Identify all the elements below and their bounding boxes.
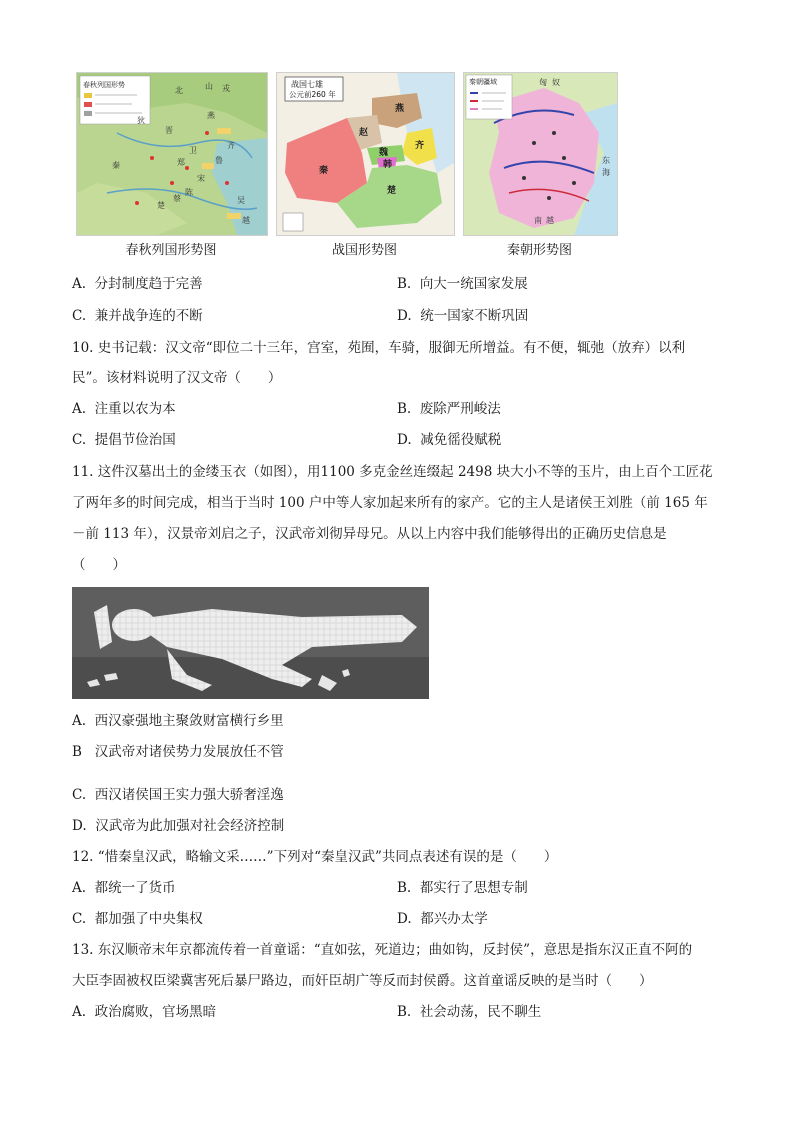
qin-map-title: 秦朝疆域	[469, 78, 497, 86]
q13-stem-line-2: 大臣李固被权臣梁冀害死后暴尸路边，而奸臣胡广等反而封侯爵。这首童谣反映的是当时（ ）	[72, 973, 653, 989]
q9-option-a[interactable]: A. 分封制度趋于完善	[72, 276, 203, 292]
q10-option-d[interactable]: D. 减免徭役赋税	[397, 432, 502, 448]
map-label: 晋	[165, 126, 173, 135]
q11-stem-line-3: －前 113 年），汉景帝刘启之子，汉武帝刘彻异母兄。从以上内容中我们能够得出的正确历史信息是	[72, 526, 667, 542]
q12-option-d[interactable]: D. 都兴办太学	[397, 911, 488, 927]
q12-stem-line-1: 12. “惜秦皇汉武，略输文采……”下列对“秦皇汉武”共同点表述有误的是（ ）	[72, 849, 558, 865]
warring-states-map	[276, 72, 455, 236]
q9-option-c[interactable]: C. 兼并战争连的不断	[72, 308, 203, 324]
map-label: 越	[546, 216, 554, 225]
q11-option-c[interactable]: C. 西汉诸侯国王实力强大骄奢淫逸	[72, 787, 284, 803]
qin-dynasty-map	[463, 72, 618, 236]
spring-autumn-map-caption: 春秋列国形势图	[125, 243, 217, 258]
q12-option-c[interactable]: C. 都加强了中央集权	[72, 911, 203, 927]
map-label: 狄	[137, 116, 145, 125]
q11-option-d[interactable]: D. 汉武帝为此加强对社会经济控制	[72, 818, 285, 834]
map-label: 燕	[395, 104, 405, 114]
map-label: 蔡	[173, 194, 181, 203]
map-label: 戎	[222, 84, 230, 93]
warring-states-map-caption: 战国形势图	[331, 243, 397, 258]
map-label: 越	[242, 216, 250, 225]
map-label: 宋	[197, 174, 205, 183]
map-label: 匈	[539, 78, 547, 87]
map-label: 齐	[415, 141, 425, 151]
q10-option-c[interactable]: C. 提倡节俭治国	[72, 432, 176, 448]
q11-stem-line-1: 11. 这件汉墓出土的金缕玉衣（如图），用1100 多克金丝连缀起 2498 块大小不等的玉片，由上百个工匠花	[72, 464, 713, 480]
qin-dynasty-map-caption: 秦朝形势图	[506, 243, 572, 258]
map-label: 北	[175, 86, 183, 95]
map-label: 吴	[237, 196, 245, 205]
map-label: 卫	[189, 146, 197, 155]
map-label: 郑	[177, 158, 185, 167]
map-label: 秦	[112, 161, 120, 170]
map-label: 东	[602, 156, 610, 165]
warring-states-map-title: 战国七雄	[291, 80, 323, 89]
q10-option-a[interactable]: A. 注重以农为本	[72, 401, 176, 417]
jade-burial-suit-photo	[72, 587, 429, 699]
q11-option-a[interactable]: A. 西汉豪强地主聚敛财富横行乡里	[72, 713, 284, 729]
map-label: 山	[205, 82, 213, 91]
q13-stem-line-1: 13. 东汉顺帝末年京都流传着一首童谣：“直如弦，死道边；曲如钩，反封侯”，意思是指东汉正直不阿的	[72, 942, 693, 958]
q10-stem-line-1: 10. 史书记载：汉文帝“即位二十三年，宫室，苑囿，车骑，服御无所增益。有不便，辄弛（放弃）以利	[72, 340, 686, 356]
warring-states-map-subtitle: 公元前260 年	[289, 90, 336, 99]
map-label: 鲁	[215, 156, 223, 165]
map-label: 齐	[227, 141, 235, 150]
map-label: 陈	[185, 188, 193, 197]
map-label: 楚	[387, 186, 397, 196]
map-label: 海	[602, 168, 610, 177]
q9-option-b[interactable]: B. 向大一统国家发展	[397, 276, 528, 292]
map-label: 魏	[379, 148, 389, 158]
q11-stem-line-2: 了两年多的时间完成，相当于当时 100 户中等人家加起来所有的家产。它的主人是诸侯王刘胜（前 165 年	[72, 495, 708, 511]
map-label: 奴	[552, 78, 560, 87]
q11-stem-line-4: （ ）	[72, 557, 126, 573]
q13-option-b[interactable]: B. 社会动荡，民不聊生	[397, 1004, 542, 1020]
map-label: 韩	[383, 160, 393, 170]
spring-autumn-map	[76, 72, 268, 236]
map-label: 燕	[207, 111, 215, 120]
spring-autumn-map-title: 春秋列国形势	[83, 81, 125, 89]
q11-option-b[interactable]: B 汉武帝对诸侯势力发展放任不管	[72, 744, 284, 760]
q12-option-b[interactable]: B. 都实行了思想专制	[397, 880, 528, 896]
map-label: 秦	[319, 166, 329, 176]
q10-option-b[interactable]: B. 废除严刑峻法	[397, 401, 501, 417]
map-label: 楚	[157, 201, 165, 210]
q12-option-a[interactable]: A. 都统一了货币	[72, 880, 176, 896]
map-label: 赵	[359, 128, 369, 138]
q13-option-a[interactable]: A. 政治腐败，官场黑暗	[72, 1004, 217, 1020]
map-label: 南	[534, 216, 542, 225]
q9-option-d[interactable]: D. 统一国家不断巩固	[397, 308, 529, 324]
q10-stem-line-2: 民”。该材料说明了汉文帝（ ）	[72, 370, 282, 386]
